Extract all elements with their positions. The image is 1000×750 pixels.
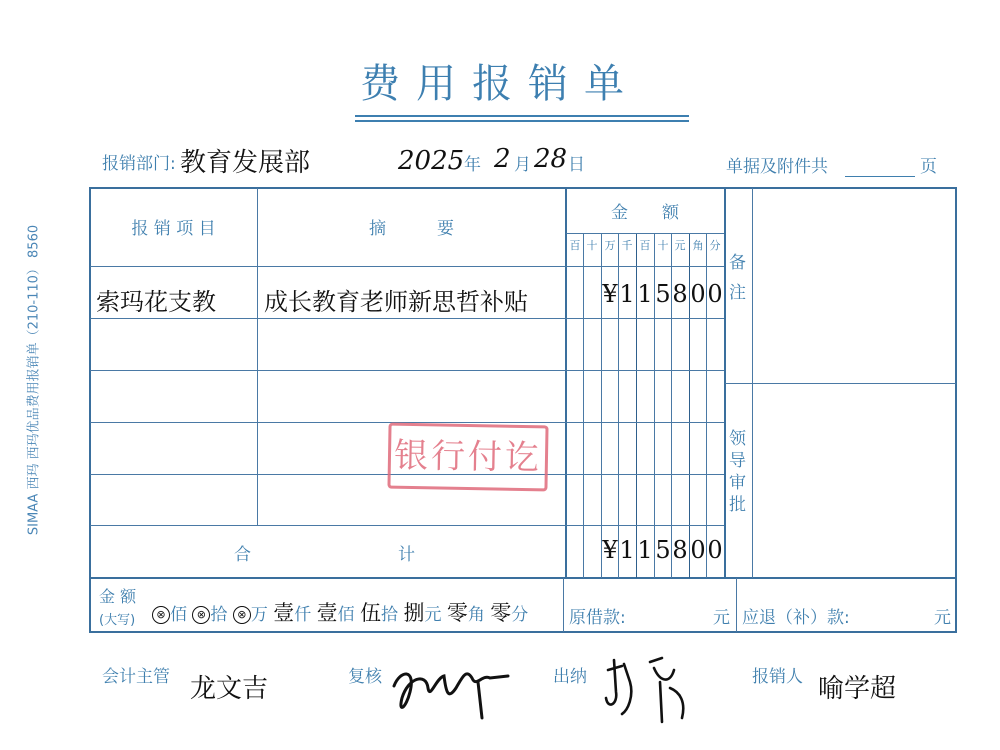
capital-unit: 分 [511, 605, 529, 625]
digit-header: 分 [709, 239, 721, 252]
col-header-amount: 金 额 [611, 203, 679, 223]
digit-header: 十 [586, 239, 598, 252]
row-line [90, 525, 724, 526]
capital-divider [736, 578, 737, 632]
claimant-label: 报销人 [752, 667, 803, 687]
side-print-text: SIMAA 西玛 西玛优品费用报销单（210-110） 8560 [26, 224, 42, 536]
row-amount-digit: 0 [690, 280, 706, 308]
col-header-item: 报 销 项 目 [131, 219, 216, 239]
row-amount-digit: 0 [707, 280, 723, 308]
year-label: 年 [464, 155, 481, 175]
capital-unit: 仟 [294, 605, 312, 625]
total-amount-digit: 5 [655, 536, 671, 564]
digit-header: 百 [569, 239, 581, 252]
cashier-label: 出纳 [553, 667, 587, 687]
capital-value: 零 [490, 601, 512, 625]
digit-line [583, 233, 584, 578]
approval-label: 领 导 审 批 [729, 429, 746, 515]
row-item: 索玛花支教 [96, 288, 216, 316]
capital-value: 伍 [360, 601, 382, 625]
total-amount-digit: 1 [619, 536, 635, 564]
capital-unit: 元 [424, 605, 442, 625]
title-underline-2 [355, 120, 689, 122]
digit-header: 万 [604, 239, 616, 252]
capital-unit: 万 [250, 605, 268, 625]
digit-header: 角 [692, 239, 704, 252]
capital-label: 金 额 [99, 587, 137, 606]
total-amount-digit: 0 [707, 536, 723, 564]
digit-header: 十 [657, 239, 669, 252]
cross-circle-icon: ⊗ [233, 606, 251, 624]
total-label-right: 计 [398, 545, 415, 565]
capital-value: 壹 [316, 601, 338, 625]
row-line [725, 383, 956, 384]
day-label: 日 [568, 155, 585, 175]
capital-value: 捌 [403, 601, 425, 625]
reviewer-signature [386, 648, 516, 728]
capital-value: 零 [446, 601, 468, 625]
cross-circle-icon: ⊗ [152, 606, 170, 624]
col-header-summary: 摘 要 [369, 219, 454, 239]
department-label: 报销部门: [102, 154, 176, 174]
date-year: 2025 [398, 146, 465, 176]
row-amount-digit: 5 [655, 280, 671, 308]
attachments-unit: 页 [920, 157, 937, 177]
digit-header: 千 [621, 239, 633, 252]
claimant-signature: 喻学超 [818, 674, 897, 704]
date-day: 28 [534, 144, 568, 174]
month-label: 月 [514, 155, 531, 175]
capital-unit: 佰 [337, 605, 355, 625]
form-title: 费用报销单 [360, 61, 640, 107]
bank-paid-stamp: 银行付讫 [387, 423, 548, 492]
capital-unit: 角 [467, 605, 485, 625]
accountant-signature: 龙文吉 [190, 674, 269, 704]
cross-circle-icon: ⊗ [192, 606, 210, 624]
row-amount-digit: 1 [637, 280, 653, 308]
row-line [90, 370, 724, 371]
accountant-label: 会计主管 [102, 667, 170, 687]
borrowed-unit: 元 [713, 608, 730, 628]
capital-unit: 拾 [210, 605, 228, 625]
row-line [566, 233, 724, 234]
total-amount-digit: 1 [637, 536, 653, 564]
attachments-label: 单据及附件共 [726, 157, 828, 177]
department-value: 教育发展部 [180, 148, 311, 178]
row-line [90, 266, 724, 267]
reviewer-label: 复核 [348, 667, 382, 687]
capital-label-sub: (大写) [99, 613, 136, 628]
total-label-left: 合 [234, 545, 251, 565]
total-amount-digit: 8 [672, 536, 688, 564]
row-amount-digit: 1 [619, 280, 635, 308]
capital-unit: 拾 [381, 605, 399, 625]
row-summary: 成长教育老师新思哲补贴 [264, 288, 528, 316]
capital-value: 壹 [273, 601, 295, 625]
attachments-blank [845, 176, 915, 177]
date-month: 2 [494, 144, 511, 174]
row-amount-digit: ¥ [602, 280, 618, 308]
capital-amount-words [152, 597, 528, 627]
digit-header: 百 [639, 239, 651, 252]
cashier-signature [600, 652, 700, 732]
total-amount-digit: 0 [690, 536, 706, 564]
refund-label: 应退（补）款: [742, 608, 850, 628]
row-amount-digit: 8 [672, 280, 688, 308]
capital-divider [563, 578, 564, 632]
refund-unit: 元 [934, 608, 951, 628]
title-underline [355, 115, 689, 117]
remarks-label: 备 注 [729, 253, 746, 303]
row-line [90, 318, 724, 319]
digit-header: 元 [674, 239, 686, 252]
capital-unit: 佰 [170, 605, 187, 625]
borrowed-label: 原借款: [569, 608, 626, 628]
total-amount-digit: ¥ [602, 536, 618, 564]
